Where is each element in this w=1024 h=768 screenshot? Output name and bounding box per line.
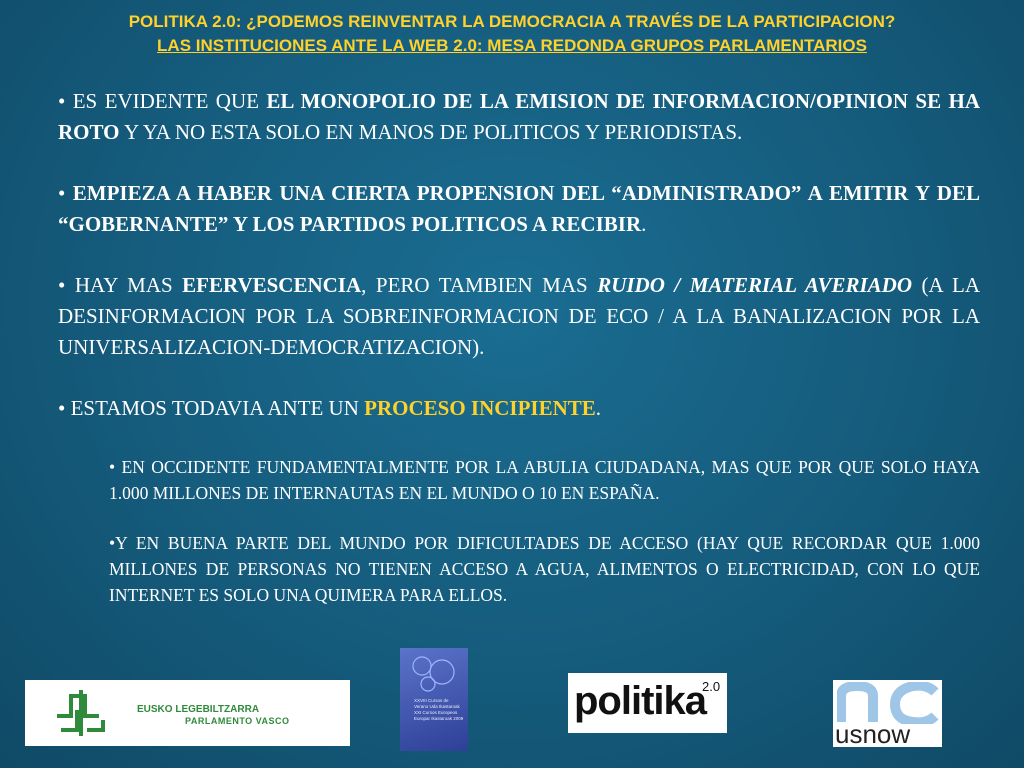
bullet-1-text-b: Y YA NO ESTA SOLO EN MANOS DE POLITICOS Y PERIODISTAS.: [119, 120, 743, 144]
bullet-2: • EMPIEZA A HABER UNA CIERTA PROPENSION DEL “ADMINISTRADO” A EMITIR Y DEL “GOBERNANTE” Y LOS PARTIDOS POLITICOS A RECIBIR.: [58, 181, 980, 236]
sub-bullet-1-text: EN OCCIDENTE FUNDAMENTALMENTE POR LA ABULIA CIUDADANA, MAS QUE POR QUE SOLO HAYA 1.000 MILLONES DE INTERNAUTAS EN EL MUNDO O 10 EN ESPAÑA.: [109, 457, 980, 503]
usnow-logo: [833, 680, 942, 747]
bullet-4-highlight: PROCESO INCIPIENTE: [364, 396, 596, 420]
bullet-4-text-b: .: [595, 396, 602, 420]
slide-content: [58, 86, 980, 632]
bullet-3-text-a: HAY MAS: [74, 273, 183, 297]
bullet-1-bold: EL MONOPOLIO DE LA EMISION DE INFORMACION/OPINION SE HA ROTO: [58, 89, 980, 144]
bullet-3-bold-italic: RUIDO / MATERIAL AVERIADO: [597, 273, 912, 297]
cursos-de-verano-poster: [400, 648, 468, 751]
bullet-1: • ES EVIDENTE QUE EL MONOPOLIO DE LA EMISION DE INFORMACION/OPINION SE HA ROTO Y YA NO ESTA SOLO EN MANOS DE POLITICOS Y PERIODISTAS.: [58, 89, 980, 144]
bullet-1-text-a: ES EVIDENTE QUE: [72, 89, 267, 113]
bullet-3-text-c: (A LA DESINFORMACION POR LA SOBREINFORMACION DE ECO / A LA BANALIZACION POR LA UNIVERSALIZACION-DEMOCRATIZACION).: [58, 273, 980, 359]
politika-wordmark: politika: [574, 679, 707, 723]
swirl-decoration-icon: [404, 652, 464, 696]
politika-version: 2.0: [702, 679, 721, 694]
usnow-wordmark: usnow: [835, 719, 911, 749]
sub-bullet-2: •Y EN BUENA PARTE DEL MUNDO POR DIFICULTADES DE ACCESO (HAY QUE RECORDAR QUE 1.000 MILLONES DE PERSONAS NO TIENEN ACCESO A AGUA, ALIMENTOS O ELECTRICIDAD, CON LO QUE INTERNET ES SOLO UNA QUIMERA PARA ELLOS.: [109, 533, 980, 605]
bullet-3: • HAY MAS EFERVESCENCIA, PERO TAMBIEN MAS RUIDO / MATERIAL AVERIADO (A LA DESINFORMACION POR LA SOBREINFORMACION DE ECO / A LA BANALIZACION POR LA UNIVERSALIZACION-DEMOCRATIZACION).: [58, 273, 980, 359]
sub-bullet-2-text: Y EN BUENA PARTE DEL MUNDO POR DIFICULTADES DE ACCESO (HAY QUE RECORDAR QUE 1.000 MILLONES DE PERSONAS NO TIENEN ACCESO A AGUA, ALIMENTOS O ELECTRICIDAD, CON LO QUE INTERNET ES SOLO UNA QUIMERA PARA ELLOS.: [109, 533, 980, 605]
bullet-3-bold: EFERVESCENCIA: [182, 273, 362, 297]
sub-bullet-1: • EN OCCIDENTE FUNDAMENTALMENTE POR LA ABULIA CIUDADANA, MAS QUE POR QUE SOLO HAYA 1.000 MILLONES DE INTERNAUTAS EN EL MUNDO O 10 EN ESPAÑA.: [109, 457, 980, 503]
parliament-emblem-icon: [51, 686, 113, 740]
slide-title: [0, 10, 1024, 58]
bullet-4: • ESTAMOS TODAVIA ANTE UN PROCESO INCIPIENTE.: [58, 396, 602, 420]
title-line-1: POLITIKA 2.0: ¿PODEMOS REINVENTAR LA DEMOCRACIA A TRAVÉS DE LA PARTICIPACION?: [128, 12, 896, 31]
cursos-text: XXVIII Cursos de Verano Uda Ikastaroak XXI Cursos Europeos Europar Ikastaroak 2009: [414, 698, 464, 721]
parliament-logo: [25, 680, 350, 746]
nc-mark-icon: [837, 682, 941, 724]
bullet-3-text-b: , PERO TAMBIEN MAS: [361, 273, 598, 297]
parliament-name-basque: EUSKO LEGEBILTZARRA: [137, 704, 260, 715]
bullet-4-text-a: ESTAMOS TODAVIA ANTE UN: [70, 396, 365, 420]
bullet-2-text: .: [641, 212, 647, 236]
parliament-name-spanish: PARLAMENTO VASCO: [185, 716, 290, 726]
bullet-2-bold: EMPIEZA A HABER UNA CIERTA PROPENSION DEL “ADMINISTRADO” A EMITIR Y DEL “GOBERNANTE” Y LOS PARTIDOS POLITICOS A RECIBIR: [58, 181, 980, 236]
politika-logo: [568, 673, 727, 733]
title-line-2: LAS INSTITUCIONES ANTE LA WEB 2.0: MESA REDONDA GRUPOS PARLAMENTARIOS: [157, 36, 867, 55]
